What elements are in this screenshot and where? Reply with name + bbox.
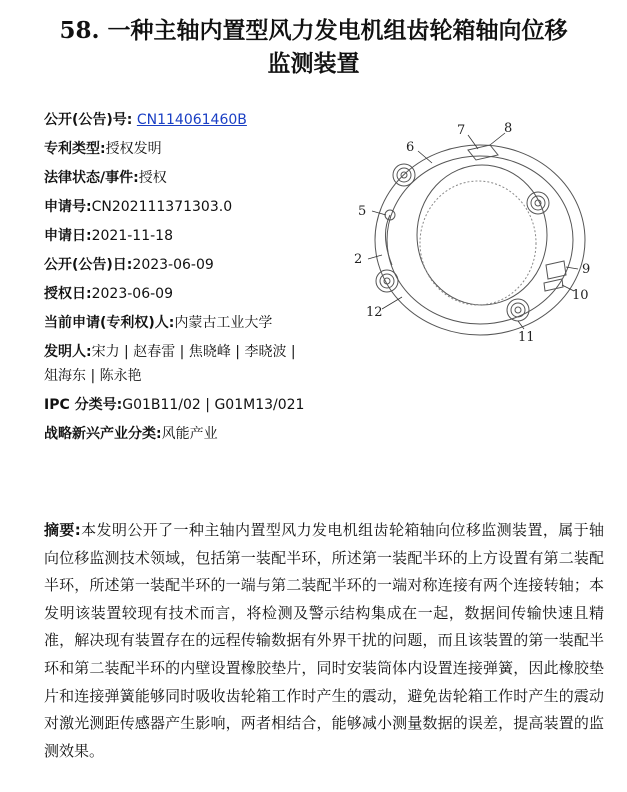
grant-date-label: 授权日: bbox=[44, 286, 92, 302]
abstract-text: 本发明公开了一种主轴内置型风力发电机组齿轮箱轴向位移监测装置，属于轴向位移监测技术领域，包括第一装配半环，所述第一装配半环的上方设置有第二装配半环，所述第一装配半环的一端与第二装配半环的一端对称连接有两个连接转轴；本发明该装置较现有技术而言，将检测及警示结构集成在一起，数据间传输快速且精准，解决现有装置存在的远程传输数据有外界干扰的问题，而且该装置的第一装配半环和第二装配半环的内壁设置橡胶垫片，同时安装筒体内设置连接弹簧，因此橡胶垫片和连接弹簧能够同时吸收齿轮箱工作时产生的震动，避免齿轮箱工作时产生的震动对激光测距传感器产生影响，两者相结合，能够减小测量数据的误差，提高装置的监测效果。 bbox=[44, 521, 604, 760]
abstract bbox=[44, 517, 604, 765]
industry-row bbox=[44, 424, 344, 453]
figure-label-8: 8 bbox=[504, 121, 513, 136]
industry-label: 战略新兴产业分类: bbox=[44, 426, 162, 442]
inventors-label: 发明人: bbox=[44, 344, 92, 360]
assignee-row bbox=[44, 313, 344, 342]
legal-status-value: 授权 bbox=[138, 170, 167, 186]
inventors-row bbox=[44, 342, 344, 366]
patent-type-label: 专利类型: bbox=[44, 141, 106, 157]
figure-label-2: 2 bbox=[354, 252, 363, 267]
title-line-2: 监测装置 bbox=[267, 50, 360, 77]
patent-type-value: 授权发明 bbox=[105, 141, 162, 157]
figure-label-9: 9 bbox=[582, 262, 591, 277]
boss-right bbox=[527, 192, 549, 214]
figure-label-5: 5 bbox=[358, 204, 367, 219]
sensor-box bbox=[546, 261, 566, 279]
abstract-label: 摘要: bbox=[44, 521, 81, 539]
inventors-value-line2: 俎海东 | 陈永艳 bbox=[44, 368, 142, 384]
figure-label-10: 10 bbox=[572, 288, 589, 303]
ring-drawing bbox=[340, 115, 610, 350]
grant-date-row bbox=[44, 284, 344, 313]
figure-label-7: 7 bbox=[457, 123, 466, 138]
figure-label-12: 12 bbox=[366, 305, 383, 320]
page-title bbox=[0, 14, 627, 80]
grant-date-value: 2023-06-09 bbox=[91, 286, 173, 302]
pub-date-label: 公开(公告)日: bbox=[44, 257, 133, 273]
figure-label-6: 6 bbox=[406, 140, 415, 155]
ipc-value: G01B11/02 | G01M13/021 bbox=[122, 397, 305, 413]
title-line-1: 58. 一种主轴内置型风力发电机组齿轮箱轴向位移 bbox=[59, 17, 568, 44]
industry-value: 风能产业 bbox=[161, 426, 218, 442]
boss-bottom bbox=[507, 299, 529, 321]
app-date-label: 申请日: bbox=[44, 228, 92, 244]
inner-bore bbox=[417, 165, 547, 305]
legal-status-label: 法律状态/事件: bbox=[44, 170, 139, 186]
top-bracket bbox=[468, 145, 498, 160]
inventors-row-cont bbox=[44, 366, 344, 395]
pub-no-label: 公开(公告)号: bbox=[44, 112, 133, 128]
legal-status-row bbox=[44, 168, 344, 197]
pub-date-value: 2023-06-09 bbox=[132, 257, 214, 273]
app-no-value: CN202111371303.0 bbox=[91, 199, 233, 215]
ipc-label: IPC 分类号: bbox=[44, 397, 123, 413]
app-no-row bbox=[44, 197, 344, 226]
pub-date-row bbox=[44, 255, 344, 284]
assignee-label: 当前申请(专利权)人: bbox=[44, 315, 175, 331]
pub-no-link[interactable]: CN114061460B bbox=[136, 112, 247, 128]
patent-drawing bbox=[340, 115, 610, 350]
figure-label-11: 11 bbox=[518, 330, 535, 345]
sensor-plate bbox=[544, 279, 563, 291]
app-date-row bbox=[44, 226, 344, 255]
pub-no-row bbox=[44, 110, 344, 139]
ipc-row bbox=[44, 395, 344, 424]
patent-type-row bbox=[44, 139, 344, 168]
patent-metadata bbox=[44, 110, 344, 453]
inventors-value-line1: 宋力 | 赵春雷 | 焦晓峰 | 李晓波 | bbox=[91, 344, 296, 360]
boss-bottom-left bbox=[376, 270, 398, 292]
app-date-value: 2021-11-18 bbox=[91, 228, 173, 244]
assignee-value: 内蒙古工业大学 bbox=[174, 315, 273, 331]
app-no-label: 申请号: bbox=[44, 199, 92, 215]
